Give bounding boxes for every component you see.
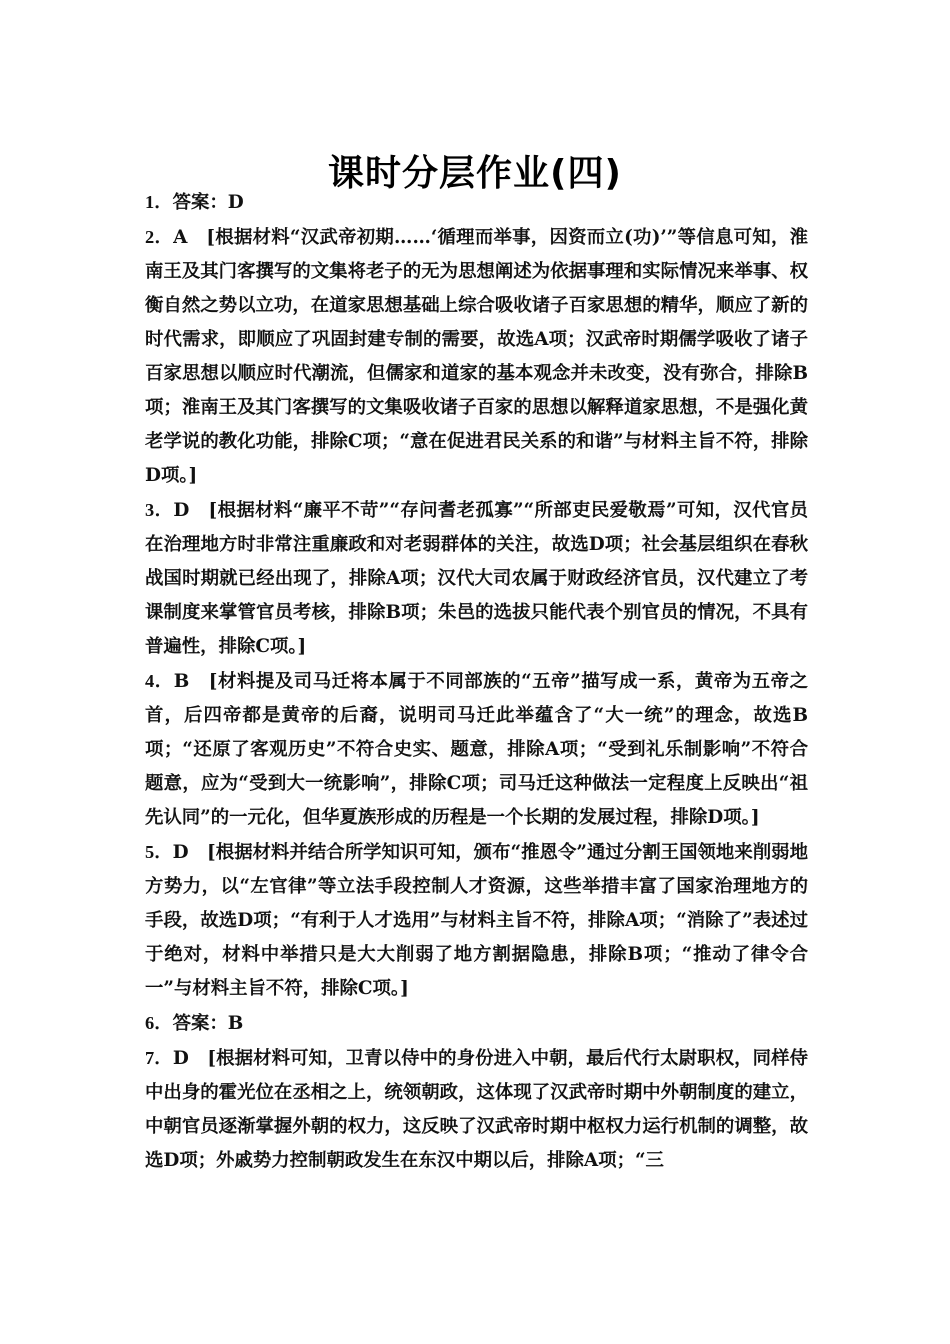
item-text: B [材料提及司马迁将本属于不同部族的“五帝”描写成一系，黄帝为五帝之首，后四帝都是黄帝的后裔，说明司马迁此举蕴含了“大一统”的理念，故选B项；“还原了客观历史”不符合史实、题意，排除A项；“受到礼乐制影响”不符合题意，应为“受到大一统影响”，排除C项；司马迁这种做法一定程度上反映出“祖先认同”的一元化，但华夏族形成的历程是一个长期的发展过程，排除D项。] bbox=[145, 671, 809, 828]
item-number: 2． bbox=[145, 227, 174, 247]
page-title: 课时分层作业(四) bbox=[328, 153, 622, 195]
answer-list bbox=[145, 185, 808, 1178]
item-number: 7． bbox=[145, 1048, 173, 1068]
item-text: D [根据材料并结合所学知识可知，颁布“推恩令”通过分割王国领地来削弱地方势力，以“左官律”等立法手段控制人才资源，这些举措丰富了国家治理地方的手段，故选D项；“有利于人才选用”与材料主旨不符，排除A项；“消除了”表述过于绝对，材料中举措只是大大削弱了地方割据隐患，排除B项；“推动了律令合一”与材料主旨不符，排除C项。] bbox=[145, 842, 808, 999]
item-text: D [根据材料可知，卫青以侍中的身份进入中朝，最后代行太尉职权，同样侍中出身的霍光位在丞相之上，统领朝政，这体现了汉武帝时期中外朝制度的建立，中朝官员逐渐掌握外朝的权力，这反映了汉武帝时期中枢权力运行机制的调整，故选D项；外戚势力控制朝政发生在东汉中期以后，排除A项；“三 bbox=[145, 1048, 808, 1171]
item-number: 4． bbox=[145, 671, 174, 691]
answer-item-6 bbox=[145, 1006, 808, 1041]
answer-item-3 bbox=[145, 493, 808, 664]
item-number: 5． bbox=[145, 842, 173, 862]
item-text: D [根据材料“廉平不苛”“存问耆老孤寡”“所部吏民爱敬焉”可知，汉代官员在治理地方时非常注重廉政和对老弱群体的关注，故选D项；社会基层组织在春秋战国时期就已经出现了，排除A项；汉代大司农属于财政经济官员，汉代建立了考课制度来掌管官员考核，排除B项；朱邑的选拔只能代表个别官员的情况，不具有普遍性，排除C项。] bbox=[145, 500, 809, 657]
item-text: 答案：B bbox=[172, 1013, 244, 1034]
answer-item-4 bbox=[145, 664, 808, 835]
answer-item-1 bbox=[145, 185, 808, 220]
item-text: A [根据材料“汉武帝初期……‘循理而举事，因资而立(功)’”等信息可知，淮南王及其门客撰写的文集将老子的无为思想阐述为依据事理和实际情况来举事、权衡自然之势以立功，在道家思想基础上综合吸收诸子百家思想的精华，顺应了新的时代需求，即顺应了巩固封建专制的需要，故选A项；汉武帝时期儒学吸收了诸子百家思想以顺应时代潮流，但儒家和道家的基本观念并未改变，没有弥合，排除B项；淮南王及其门客撰写的文集吸收诸子百家的思想以解释道家思想，不是强化黄老学说的教化功能，排除C项；“意在促进君民关系的和谐”与材料主旨不符，排除D项。] bbox=[145, 227, 808, 486]
answer-item-2 bbox=[145, 220, 808, 493]
answer-item-7 bbox=[145, 1041, 808, 1178]
answer-item-5 bbox=[145, 835, 808, 1006]
item-number: 1． bbox=[145, 192, 173, 212]
item-text: 答案：D bbox=[172, 192, 244, 213]
item-number: 6． bbox=[145, 1013, 173, 1033]
item-number: 3． bbox=[145, 500, 174, 520]
